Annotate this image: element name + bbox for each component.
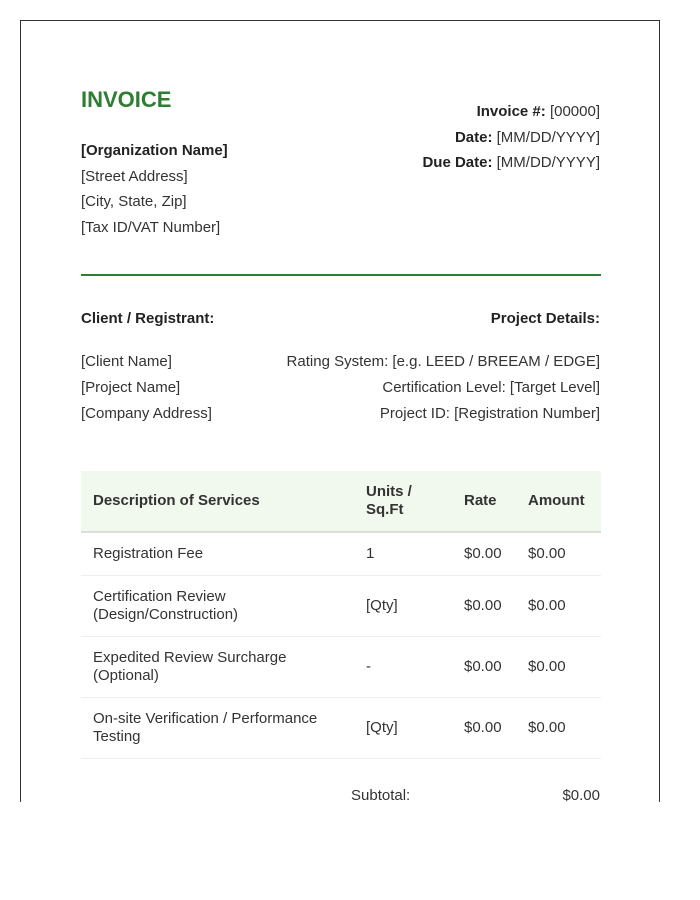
row-rate: $0.00	[452, 637, 516, 698]
row-units: 1	[354, 532, 452, 576]
invoice-date-line	[422, 125, 600, 151]
invoice-meta	[422, 99, 600, 176]
row-amount: $0.00	[516, 698, 601, 759]
project-certification-level: Certification Level: [Target Level]	[382, 379, 600, 396]
client-heading: Client / Registrant:	[81, 310, 215, 327]
invoice-number-label: Invoice #:	[476, 103, 546, 120]
project-rating-system: Rating System: [e.g. LEED / BREEAM / EDGE]	[286, 353, 600, 370]
row-units: [Qty]	[354, 576, 452, 637]
services-table	[81, 471, 601, 759]
organization-block	[81, 138, 228, 240]
header-amount: Amount	[516, 471, 601, 532]
row-description: Certification Review (Design/Construction)	[81, 576, 354, 637]
header-divider	[81, 274, 601, 276]
row-rate: $0.00	[452, 532, 516, 576]
table-row	[81, 698, 601, 759]
row-units: [Qty]	[354, 698, 452, 759]
table-row	[81, 532, 601, 576]
invoice-number-line	[422, 99, 600, 125]
row-amount: $0.00	[516, 576, 601, 637]
project-details-heading: Project Details:	[490, 310, 600, 327]
organization-tax-id: [Tax ID/VAT Number]	[81, 218, 221, 236]
client-block	[81, 349, 212, 427]
invoice-number-value: [00000]	[549, 103, 600, 120]
row-units: -	[354, 637, 452, 698]
client-company-address: [Company Address]	[81, 405, 212, 422]
invoice-due-date-value: [MM/DD/YYYY]	[496, 154, 600, 172]
row-description: Expedited Review Surcharge (Optional)	[81, 637, 354, 698]
project-details-block	[287, 349, 600, 427]
client-project-name: [Project Name]	[81, 379, 181, 396]
invoice-due-date-label: Due Date:	[422, 154, 493, 172]
subtotal-value: $0.00	[562, 787, 600, 802]
invoice-title: INVOICE	[81, 87, 172, 112]
table-row	[81, 576, 601, 637]
organization-street: [Street Address]	[81, 167, 188, 185]
invoice-date-value: [MM/DD/YYYY]	[496, 128, 600, 146]
invoice-date-label: Date:	[454, 128, 493, 146]
row-description: On-site Verification / Performance Testing	[81, 698, 354, 759]
row-amount: $0.00	[516, 532, 601, 576]
invoice-page	[20, 20, 660, 802]
table-header-row	[81, 471, 601, 532]
header-units: Units / Sq.Ft	[354, 471, 452, 532]
row-description: Registration Fee	[81, 532, 354, 576]
subtotal-label: Subtotal:	[351, 787, 411, 802]
table-row	[81, 637, 601, 698]
organization-name: [Organization Name]	[81, 142, 228, 159]
organization-city: [City, State, Zip]	[81, 193, 187, 211]
header-description: Description of Services	[81, 471, 354, 532]
row-amount: $0.00	[516, 637, 601, 698]
header-rate: Rate	[452, 471, 516, 532]
client-name: [Client Name]	[81, 353, 172, 370]
project-id: Project ID: [Registration Number]	[379, 405, 600, 422]
invoice-due-date-line	[422, 150, 600, 176]
row-rate: $0.00	[452, 698, 516, 759]
row-rate: $0.00	[452, 576, 516, 637]
